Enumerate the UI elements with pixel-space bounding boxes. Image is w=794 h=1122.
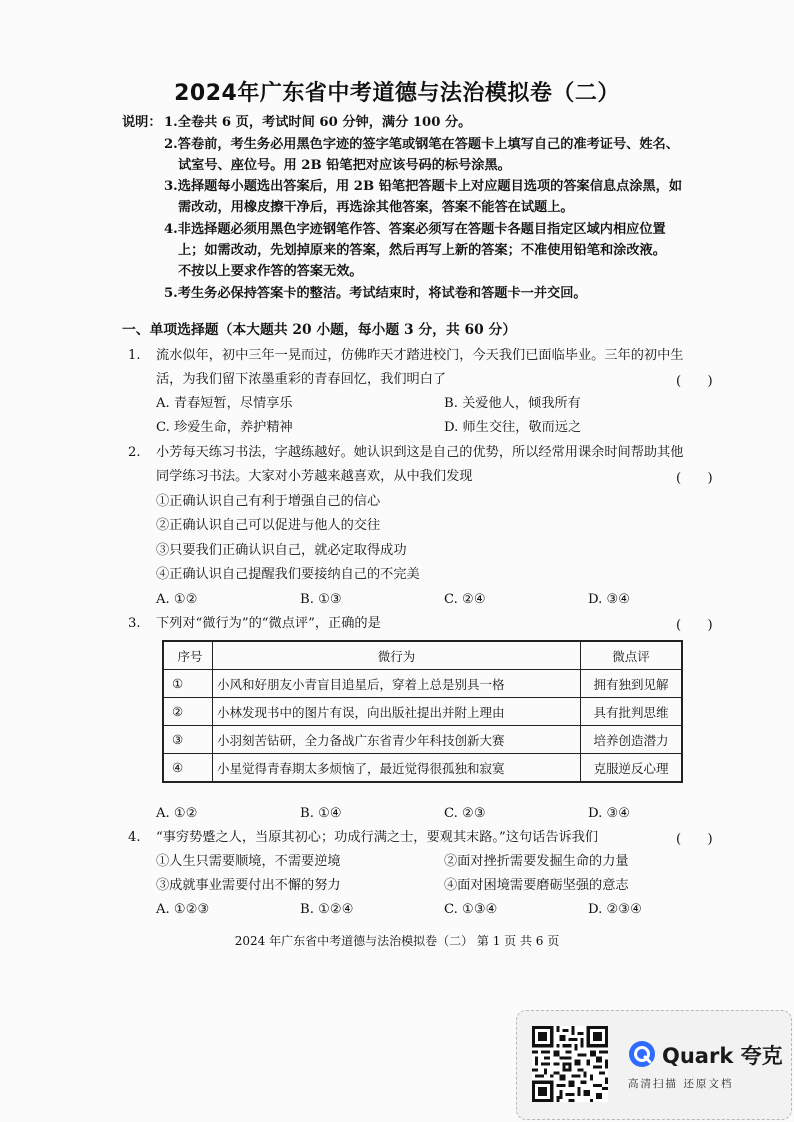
option-a: A. ①②③: [156, 902, 210, 917]
column-header: 微行为: [213, 641, 581, 670]
page-footer: 2024 年广东省中考道德与法治模拟卷（二） 第 1 页 共 6 页: [234, 934, 560, 948]
option-d: D. ③④: [588, 592, 631, 607]
table-cell: 小羽刻苦钻研，全力备战广东省青少年科技创新大赛: [213, 726, 581, 754]
question-stem: 小芳每天练习书法，字越练越好。她认识到这是自己的优势，所以经常用课余时间帮助其他: [156, 445, 684, 460]
answer-blank: ( ): [676, 374, 713, 389]
instruction-line: 不按以上要求作答的答案无效。: [178, 264, 363, 279]
table-row: [163, 698, 682, 726]
option-c: C. ②④: [444, 592, 486, 607]
table-cell: 培养创造潜力: [581, 726, 683, 754]
table-row: [163, 726, 682, 754]
column-header: 序号: [163, 641, 213, 670]
question-number: 1.: [128, 348, 141, 363]
table-cell: 小风和好朋友小青盲目追星后，穿着上总是别具一格: [213, 670, 581, 698]
instruction-line: 需改动，用橡皮擦干净后，再选涂其他答案，答案不能答在试题上。: [178, 200, 574, 215]
brand-name: Quark 夸克: [662, 1044, 783, 1068]
table-row: [163, 670, 682, 698]
brand-tagline: 高清扫描 还原文档: [628, 1078, 734, 1090]
instruction-line: 上；如需改动，先划掉原来的答案，然后再写上新的答案；不准使用铅笔和涂改液。: [178, 243, 666, 258]
option-b: B. ①③: [300, 592, 342, 607]
question-number: 2.: [128, 445, 141, 460]
option-a: A. ①②: [156, 806, 198, 821]
option-b: B. ①④: [300, 806, 342, 821]
question-stem: 活，为我们留下浓墨重彩的青春回忆，我们明白了: [156, 372, 447, 387]
table-cell: ③: [163, 726, 213, 754]
question-stem: “事穷势蹙之人，当原其初心；功成行满之士，要观其末路。”这句话告诉我们: [156, 830, 599, 845]
table-header-row: [163, 641, 682, 670]
question-stem: 流水似年，初中三年一晃而过，仿佛昨天才踏进校门，今天我们已面临毕业。三年的初中生: [156, 348, 684, 363]
question-stem: 同学练习书法。大家对小芳越来越喜欢，从中我们发现: [156, 469, 473, 484]
option-a: A. 青春短暂，尽情享乐: [156, 396, 293, 411]
exam-title: 2024年广东省中考道德与法治模拟卷（二）: [174, 81, 620, 106]
instruction-line: 5.考生务必保持答案卡的整洁。考试结束时，将试卷和答题卡一并交回。: [164, 286, 587, 301]
option-d: D. 师生交往，敬而远之: [444, 420, 582, 435]
option-d: D. ②③④: [588, 902, 642, 917]
option-c: C. ①③④: [444, 902, 498, 917]
option-b: B. ①②④: [300, 902, 354, 917]
statement: ②正确认识自己可以促进与他人的交往: [156, 518, 381, 533]
question-stem: 下列对“微行为”的“微点评”，正确的是: [156, 616, 381, 631]
table-cell: ①: [163, 670, 213, 698]
table-cell: 拥有独到见解: [581, 670, 683, 698]
statement: ①正确认识自己有利于增强自己的信心: [156, 494, 381, 509]
table-cell: 克服逆反心理: [581, 754, 683, 783]
statement: ①人生只需要顺境，不需要逆境: [156, 854, 341, 869]
instruction-line: 3.选择题每小题选出答案后，用 2B 铅笔把答题卡上对应题目选项的答案信息点涂黑，如: [164, 179, 683, 194]
option-a: A. ①②: [156, 592, 198, 607]
option-b: B. 关爱他人，倾我所有: [444, 396, 581, 411]
instruction-line: 1.全卷共 6 页，考试时间 60 分钟，满分 100 分。: [164, 115, 472, 130]
table-cell: 小星觉得青春期太多烦恼了，最近觉得很孤独和寂寞: [213, 754, 581, 783]
table-cell: 具有批判思维: [581, 698, 683, 726]
statement: ④面对困境需要磨砺坚强的意志: [444, 878, 629, 893]
statement: ④正确认识自己提醒我们要接纳自己的不完美: [156, 567, 420, 582]
table-row: [163, 754, 682, 783]
qr-code-icon[interactable]: [532, 1026, 608, 1102]
quark-logo-icon: [628, 1040, 656, 1068]
micro-behavior-table: [162, 640, 683, 783]
instruction-line: 2.答卷前，考生务必用黑色字迹的签字笔或钢笔在答题卡上填写自己的准考证号、姓名、: [164, 137, 679, 152]
statement: ③只要我们正确认识自己，就必定取得成功: [156, 543, 407, 558]
table-cell: ②: [163, 698, 213, 726]
column-header: 微点评: [581, 641, 683, 670]
question-number: 4.: [128, 830, 141, 845]
section-heading: 一、单项选择题（本大题共 20 小题，每小题 3 分，共 60 分）: [122, 322, 517, 338]
statement: ②面对挫折需要发掘生命的力量: [444, 854, 629, 869]
answer-blank: ( ): [676, 618, 713, 633]
instruction-line: 试室号、座位号。用 2B 铅笔把对应该号码的标号涂黑。: [178, 158, 511, 173]
instructions-label: 说明：: [122, 115, 162, 130]
table-cell: ④: [163, 754, 213, 783]
table-cell: 小林发现书中的图片有误，向出版社提出并附上理由: [213, 698, 581, 726]
answer-blank: ( ): [676, 471, 713, 486]
question-number: 3.: [128, 616, 141, 631]
answer-blank: ( ): [676, 832, 713, 847]
option-c: C. ②③: [444, 806, 486, 821]
option-d: D. ③④: [588, 806, 631, 821]
option-c: C. 珍爱生命，养护精神: [156, 420, 293, 435]
instruction-line: 4.非选择题必须用黑色字迹钢笔作答、答案必须写在答题卡各题目指定区域内相应位置: [164, 222, 666, 237]
statement: ③成就事业需要付出不懈的努力: [156, 878, 341, 893]
